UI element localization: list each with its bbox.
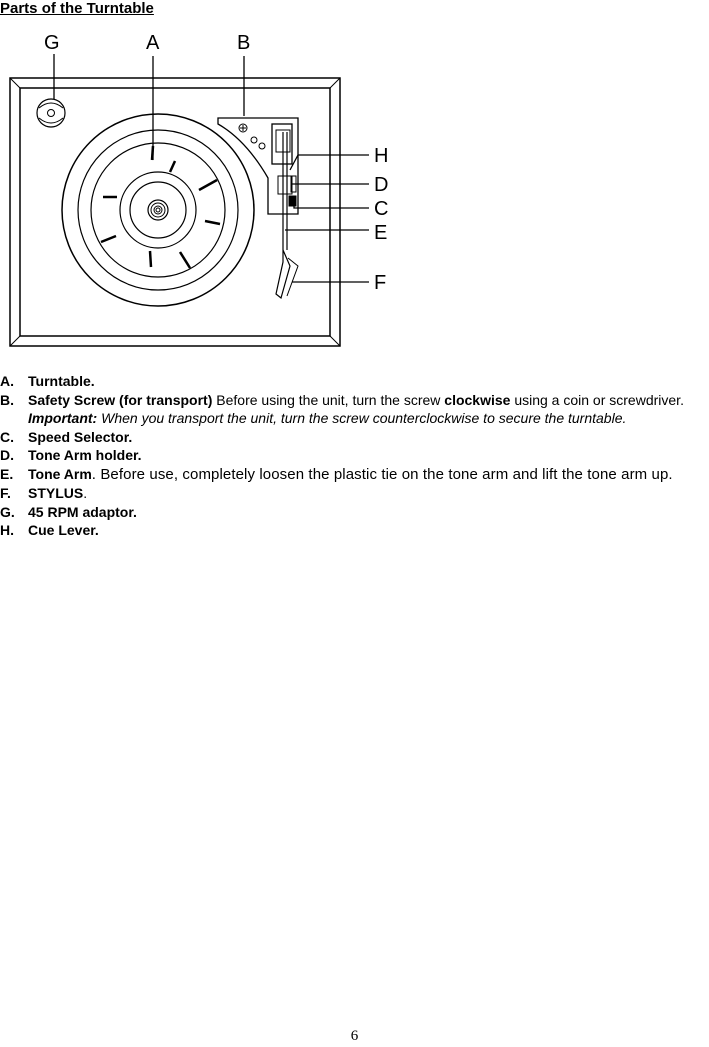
page-heading: Parts of the Turntable <box>0 0 154 17</box>
part-item-h: H. Cue Lever. <box>0 522 99 538</box>
important-note: When you transport the unit, turn the screw counterclockwise to secure the turntable. <box>101 410 627 426</box>
part-item-d: D. Tone Arm holder. <box>0 447 142 463</box>
part-item-f: F. STYLUS. <box>0 485 88 501</box>
part-item-e: E. Tone Arm. Before use, completely loosen the plastic tie on the tone arm and lift the tone arm up. <box>0 465 673 483</box>
tonearm-icon <box>276 132 298 298</box>
callout-b: B <box>237 32 251 54</box>
part-item-a: A. Turntable. <box>0 373 95 389</box>
adaptor-45-icon <box>37 99 65 127</box>
turntable-diagram <box>0 26 400 356</box>
important-label: Important: <box>28 410 98 426</box>
callout-g: G <box>44 32 60 54</box>
callout-e: E <box>374 222 388 244</box>
callout-h: H <box>374 145 389 167</box>
page-number: 6 <box>350 1028 359 1044</box>
parts-list <box>0 372 709 540</box>
part-item-g: G. 45 RPM adaptor. <box>0 503 137 520</box>
callout-c: C <box>374 198 389 220</box>
tonearm-base-icon <box>218 118 298 214</box>
platter-icon <box>62 114 254 306</box>
part-item-b: B. Safety Screw (for transport) Before using the unit, turn the screw clockwise using a coin or screwdriver. Important: When you transport the unit, turn the screw counterclockwise to secure the turntable. <box>0 391 684 426</box>
callout-f: F <box>374 272 387 294</box>
part-item-c: C. Speed Selector. <box>0 428 133 445</box>
callout-d: D <box>374 174 389 196</box>
callout-a: A <box>146 32 160 54</box>
